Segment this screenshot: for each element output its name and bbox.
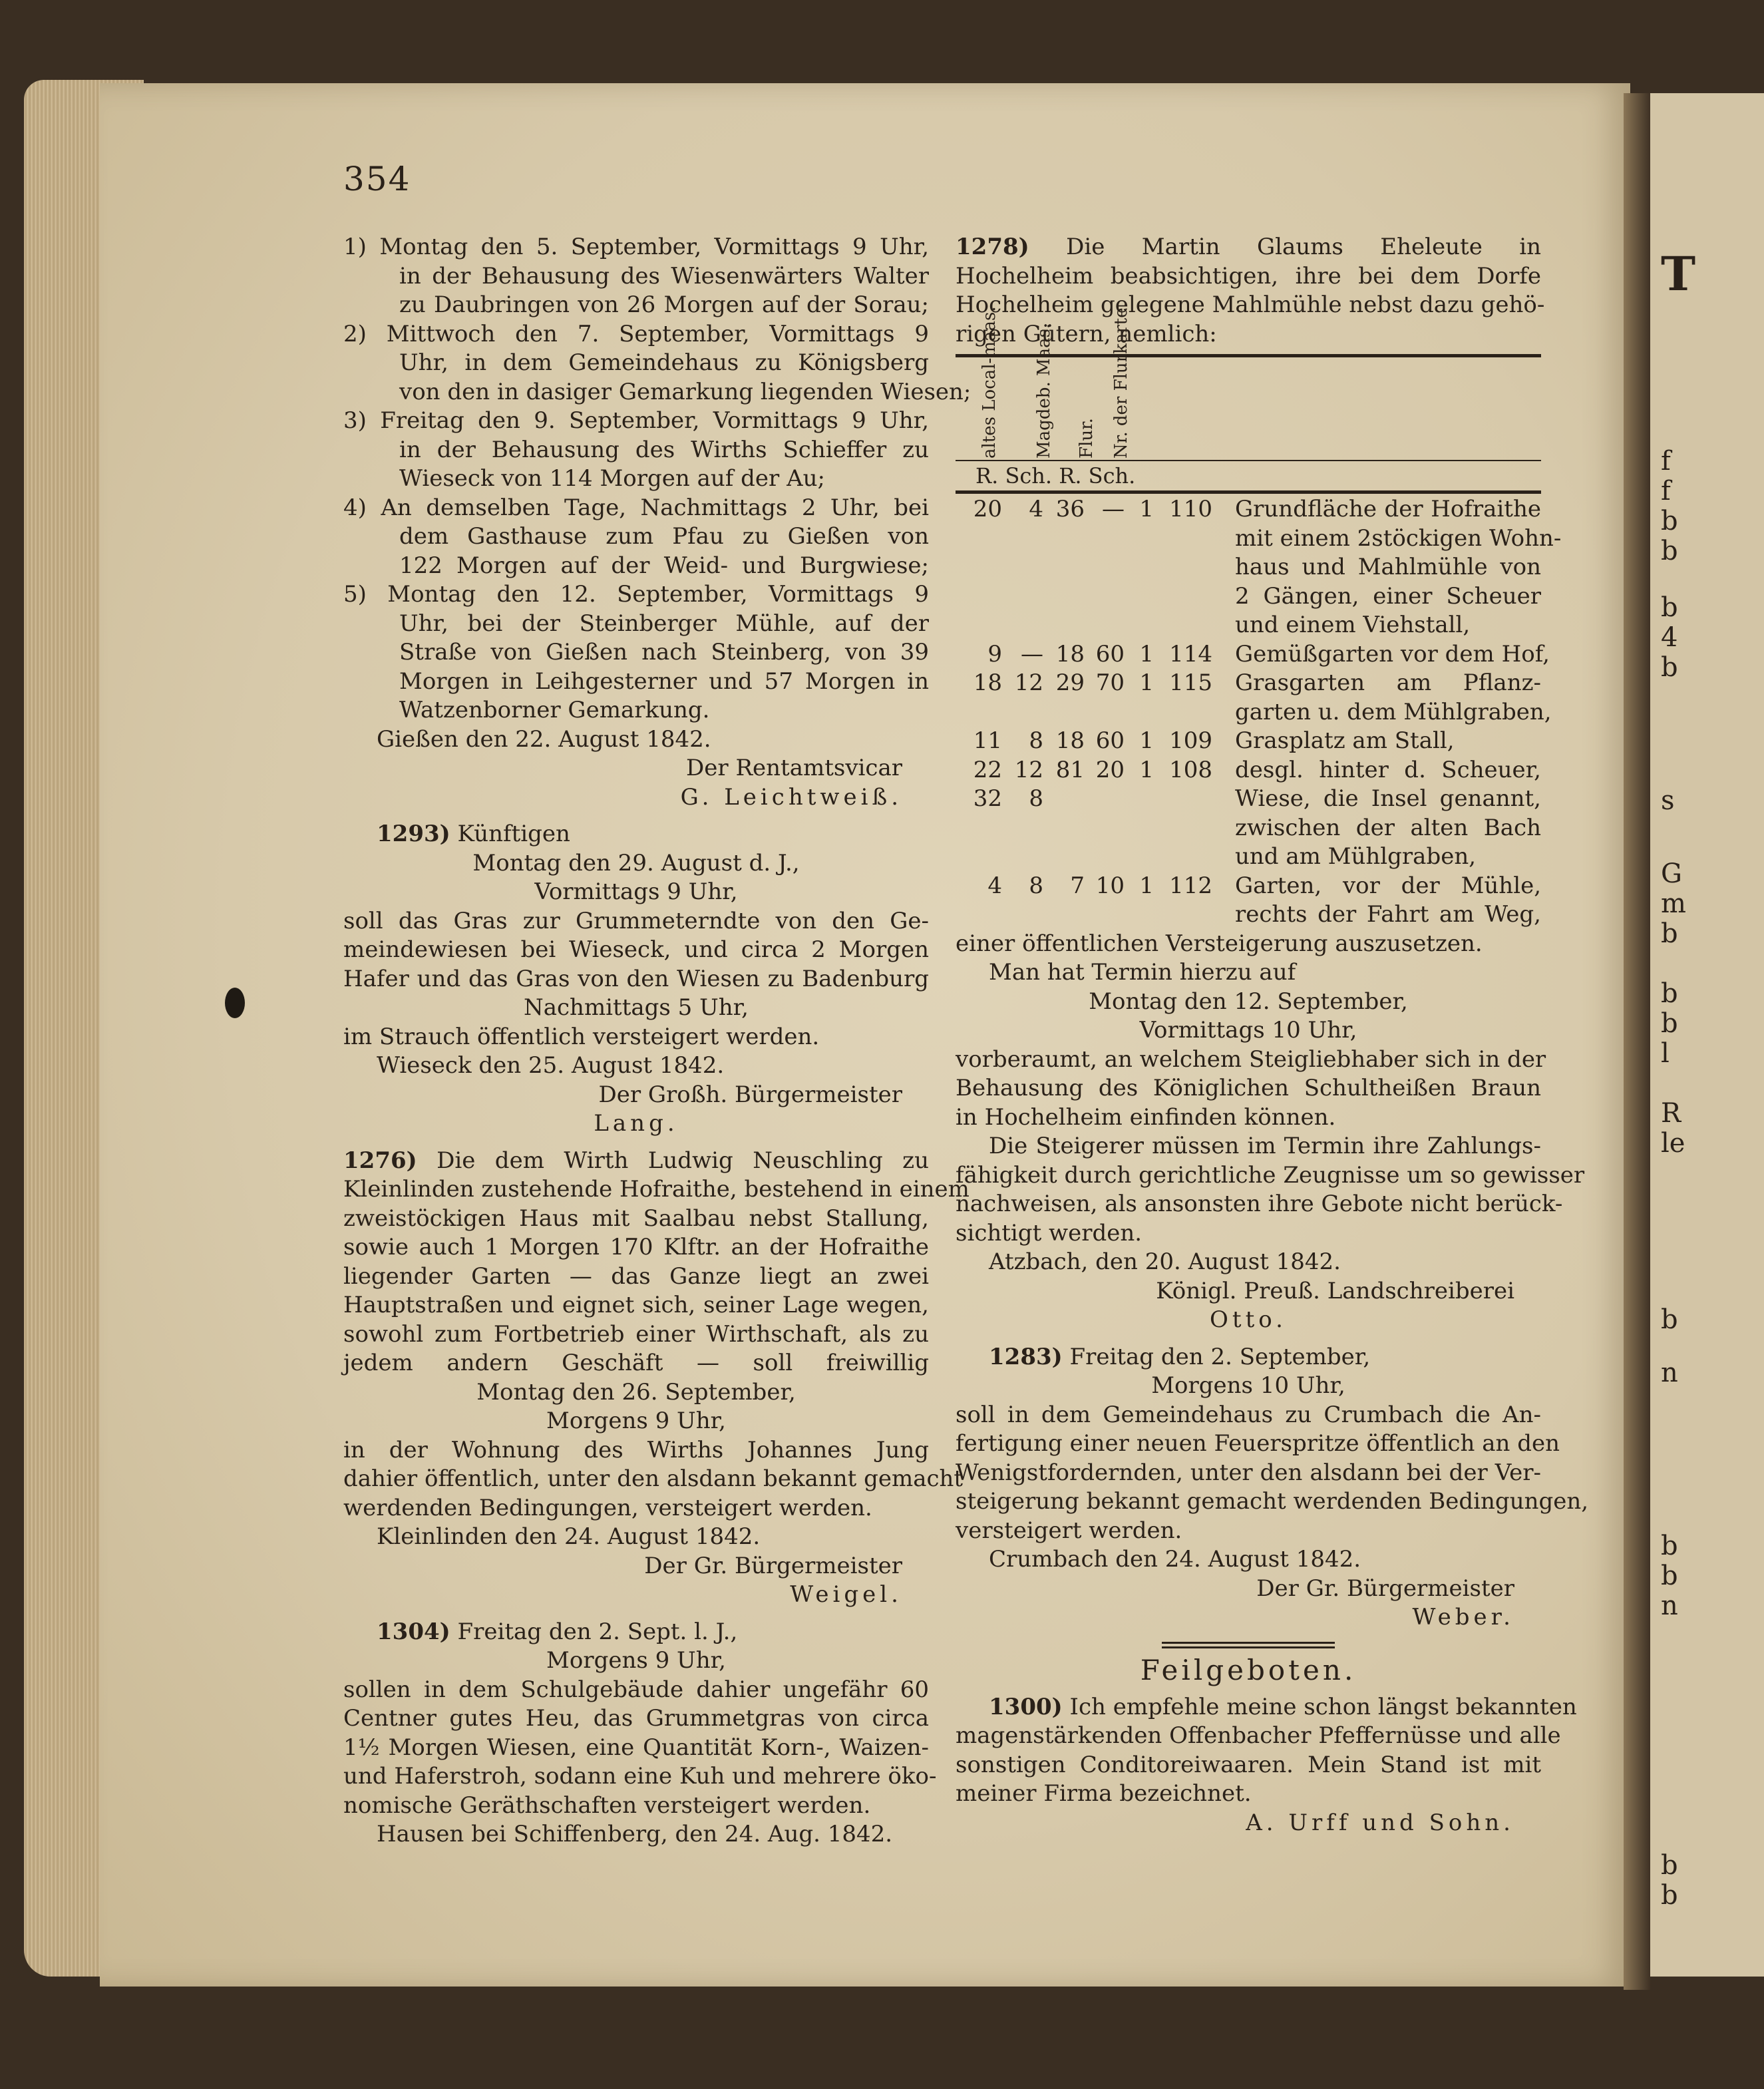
text-line: magenstärkenden Offenbacher Pfeffernüsse und alle [956,1722,1561,1749]
table-row [956,756,1541,785]
next-page-fragment: f [1661,446,1671,476]
table-cell: 4 [987,872,1002,899]
text-line: versteigert werden. [956,1517,1182,1544]
next-page-fragment: b [1661,918,1678,949]
table-cell: 7 [1070,872,1085,899]
table-cell: 18 [973,669,1002,696]
table-row [956,495,1541,524]
date-place: Kleinlinden den 24. August 1842. [377,1523,761,1550]
table-cell: 20 [1095,756,1125,783]
table-cell: 1 [1139,756,1154,783]
text-line: Hochelheim beabsichtigen, ihre bei dem Dorfe [956,262,1541,289]
text-line: meindewiesen bei Wieseck, und circa 2 Morgen [343,936,929,963]
table-row [956,727,1541,756]
next-page-fragment: G [1661,858,1682,889]
table-row [956,611,1541,640]
date-place: Wieseck den 25. August 1842. [377,1052,725,1079]
next-page-fragment: b [1661,1880,1678,1911]
table-cell: 29 [1055,669,1085,696]
table-row [956,524,1562,554]
text-line: im Strauch öffentlich versteigert werden. [343,1023,820,1050]
notice-date: Montag den 26. September, [476,1378,796,1406]
notice-number: 1283) [989,1343,1063,1370]
text-line: Die dem Wirth Ludwig Neuschling zu [437,1147,929,1174]
table-cell: — [1102,496,1125,522]
text-line: Hafer und das Gras von den Wiesen zu Badenburg [343,965,929,992]
table-cell: 18 [1055,727,1085,754]
text-line: 2) Mittwoch den 7. September, Vormittags 9 [343,320,929,347]
next-page-fragment: f [1661,476,1671,506]
text-line: Centner gutes Heu, das Grummetgras von circa [343,1705,929,1732]
table-description: rechts der Fahrt am Weg, [1235,901,1541,928]
signature-title: Der Großh. Bürgermeister [598,1081,902,1108]
table-cell: 8 [1029,727,1043,754]
next-page-fragment: b [1661,1561,1678,1591]
text-line: Freitag den 2. September, [1069,1343,1371,1370]
next-page-edge [1650,93,1764,1977]
notice-number: 1300) [989,1693,1063,1720]
text-line: Künftigen [457,821,570,847]
table-description: desgl. hinter d. Scheuer, [1235,756,1541,783]
text-line: von den in dasiger Gemarkung liegenden Wiesen; [399,378,971,405]
table-cell: 1 [1139,872,1154,899]
next-page-fragment: b [1661,592,1678,623]
notice-1278 [956,233,1585,1335]
table-cell: — [1021,640,1043,667]
signature-name: Weigel. [790,1581,902,1608]
next-page-fragment: R [1661,1098,1681,1129]
next-page-fragment: b [1661,1850,1678,1881]
table-description: haus und Mahlmühle von [1235,554,1541,580]
table-cell: 10 [1095,872,1125,899]
table-cell: 12 [1014,669,1043,696]
table-description: Wiese, die Insel genannt, [1235,785,1541,812]
notice-number: 1293) [377,821,450,847]
notice-date: Montag den 29. August d. J., [472,849,800,876]
text-line: dem Gasthause zum Pfau zu Gießen von [399,523,929,550]
right-column [956,233,1589,1845]
notice-time: Morgens 9 Uhr, [546,1408,726,1434]
text-line: 3) Freitag den 9. September, Vormittags 9 Uhr, [343,407,929,434]
table-cell: 112 [1169,872,1212,899]
text-line: Straße von Gießen nach Steinberg, von 39 [399,639,929,665]
table-row [956,553,1541,582]
signature-title: Der Rentamtsvicar [686,755,902,781]
table-cell: 12 [1014,756,1043,783]
column-header: Flur. [1077,418,1097,459]
text-line: sollen in dem Schulgebäude dahier ungefähr 60 [343,1676,929,1703]
table-description: Grasgarten am Pflanz- [1235,669,1541,696]
page-number: 354 [343,160,411,198]
next-page-fragment: 4 [1661,622,1678,653]
next-page-fragment: b [1661,1531,1678,1561]
next-page-fragment: T [1661,246,1696,301]
date-place: Atzbach, den 20. August 1842. [989,1248,1341,1275]
text-line: meiner Firma bezeichnet. [956,1780,1252,1807]
text-line: sowie auch 1 Morgen 170 Klftr. an der Hofraithe [343,1234,929,1260]
text-line: einer öffentlichen Versteigerung auszusetzen. [956,930,1483,957]
table-cell: 108 [1169,756,1212,783]
table-row [956,785,1541,814]
text-line: dahier öffentlich, unter den alsdann bekannt gemacht [343,1465,964,1492]
notice-1283 [956,1343,1589,1632]
text-line: Uhr, in dem Gemeindehaus zu Königsberg [399,349,929,376]
table-cell: 8 [1029,872,1043,899]
next-page-fragment: le [1661,1128,1685,1159]
table-cell: 60 [1095,727,1125,754]
table-description: und einem Viehstall, [1235,612,1471,638]
text-line: soll das Gras zur Grummeterndte von den Ge- [343,907,929,934]
signature-name: G. Leichtweiß. [680,783,902,811]
table-description: Grundfläche der Hofraithe [1235,496,1541,522]
notice-time: Morgens 10 Uhr, [1151,1372,1345,1399]
text-line: 5) Montag den 12. September, Vormittags 9 [343,581,929,608]
date-place: Crumbach den 24. August 1842. [989,1546,1361,1573]
date-place: Gießen den 22. August 1842. [377,725,711,753]
table-row [956,843,1541,872]
table-cell: 1 [1139,669,1154,696]
text-line: fertigung einer neuen Feuerspritze öffentlich an den [956,1430,1560,1457]
next-page-fragment: s [1661,785,1675,816]
text-line: in Hochelheim einfinden können. [956,1103,1336,1131]
notice-time: Vormittags 10 Uhr, [1139,1017,1357,1044]
table-row [956,640,1550,669]
section-heading: Feilgeboten. [1140,1653,1357,1686]
notice-1293 [343,820,929,1139]
next-page-fragment: l [1661,1038,1670,1069]
text-line: rigen Gütern, nemlich: [956,320,1217,347]
column-header: Nr. der Flurkarte. [1111,302,1131,459]
text-line: werdenden Bedingungen, versteigert werden. [343,1494,872,1521]
signature-title: Der Gr. Bürgermeister [1256,1575,1514,1602]
next-page-fragment: b [1661,1304,1678,1335]
table-cell: 9 [987,640,1002,667]
table-cell: 11 [973,727,1002,754]
section-divider [1162,1642,1335,1648]
next-page-fragment: b [1661,1008,1678,1039]
text-line: soll in dem Gemeindehaus zu Crumbach die An- [956,1401,1541,1428]
notice-date: Montag den 12. September, [1089,988,1408,1015]
table-cell: 20 [973,496,1002,522]
table-cell: 60 [1095,640,1125,667]
book-gutter [1624,93,1650,1990]
signature-name: Otto. [1210,1306,1287,1333]
table-description: Gemüßgarten vor dem Hof, [1235,640,1550,667]
text-line: liegender Garten — das Ganze liegt an zwei [343,1262,929,1290]
table-cell: 81 [1055,756,1085,783]
text-line: Wenigstfordernden, unter den alsdann bei der Ver- [956,1459,1541,1486]
text-line: jedem andern Geschäft — soll freiwillig [343,1350,929,1376]
text-line: 1½ Morgen Wiesen, eine Quantität Korn-, Waizen- [343,1734,929,1761]
text-line: vorberaumt, an welchem Steigliebhaber sich in der [956,1045,1546,1073]
signature-name: Weber. [1412,1604,1514,1630]
table-description: und am Mühlgraben, [1235,843,1477,870]
text-line: Behausung des Königlichen Schultheißen Braun [956,1075,1541,1101]
text-line: zu Daubringen von 26 Morgen auf der Sorau; [399,291,929,318]
table-description: Garten, vor der Mühle, [1235,872,1541,899]
table-description: zwischen der alten Bach [1235,814,1541,841]
text-line: Die Martin Glaums Eheleute in [1066,234,1541,260]
text-line: in der Behausung des Wiesenwärters Walter [399,262,929,289]
next-page-fragment: n [1661,1358,1678,1388]
table-cell: 22 [973,756,1002,783]
signature-title: Königl. Preuß. Landschreiberei [1156,1277,1514,1304]
table-cell: 110 [1169,496,1212,522]
text-line: und Haferstroh, sodann eine Kuh und mehrere öko- [343,1763,937,1790]
next-page-fragment: b [1661,652,1678,683]
text-line: nomische Geräthschaften versteigert werden. [343,1792,871,1819]
text-line: 1) Montag den 5. September, Vormittags 9 Uhr, [343,234,929,260]
table-row [956,872,1541,901]
notice-1300 [956,1693,1577,1838]
text-line: sowohl zum Fortbetrieb einer Wirthschaft, als zu [343,1320,929,1348]
next-page-fragment: b [1661,978,1678,1009]
table-row [956,900,1541,930]
schedule-entry [343,233,971,812]
table-description: garten u. dem Mühlgraben, [1235,698,1552,725]
text-line: 122 Morgen auf der Weid- und Burgwiese; [399,552,929,579]
table-cell: 1 [1139,496,1154,522]
signature-title: Der Gr. Bürgermeister [644,1552,902,1579]
table-cell: 36 [1055,496,1085,522]
table-rule [956,460,1541,461]
notice-1304 [343,1618,937,1849]
next-page-fragment: n [1661,1591,1678,1621]
table-cell: 114 [1169,640,1212,667]
table-row [956,669,1541,698]
table-row [956,698,1552,727]
text-line: sonstigen Conditoreiwaaren. Mein Stand ist mit [956,1751,1541,1778]
notice-number: 1304) [377,1618,450,1645]
notice-time: Vormittags 9 Uhr, [534,878,738,905]
next-page-fragment: m [1661,888,1686,919]
text-line: Morgen in Leihgesterner und 57 Morgen in [399,667,929,695]
table-description: mit einem 2stöckigen Wohn- [1235,524,1562,552]
text-line: in der Behausung des Wirths Schieffer zu [399,436,929,463]
text-line: Uhr, bei der Steinberger Mühle, auf der [399,610,929,637]
text-line: 4) An demselben Tage, Nachmittags 2 Uhr, bei [343,494,929,521]
text-line: sichtigt werden. [956,1219,1143,1246]
table-cell: 109 [1169,727,1212,754]
text-line: steigerung bekannt gemacht werdenden Bedingungen, [956,1488,1589,1515]
table-row [956,814,1541,843]
next-page-fragment: b [1661,506,1678,536]
table-cell: 70 [1095,669,1125,696]
table-description: 2 Gängen, einer Scheuer [1235,582,1541,610]
notice-number: 1276) [343,1147,417,1174]
column-header: Magdeb. Maas. [1034,323,1054,459]
table-cell: 32 [973,785,1002,812]
text-line: Hochelheim gelegene Mahlmühle nebst dazu gehö- [956,291,1545,318]
text-line: Die Steigerer müssen im Termin ihre Zahlungs- [989,1133,1541,1159]
notice-1276 [343,1147,970,1610]
table-units: R. Sch. R. Sch. [975,463,1136,488]
table-row [956,582,1541,612]
date-place: Hausen bei Schiffenberg, den 24. Aug. 1842. [377,1821,893,1847]
text-line: Hauptstraßen und eignet sich, seiner Lage wegen, [343,1292,929,1318]
table-cell: 1 [1139,727,1154,754]
text-line: nachweisen, als ansonsten ihre Gebote nicht berück- [956,1191,1563,1217]
table-cell: 115 [1169,669,1212,696]
notice-time: Morgens 9 Uhr, [546,1647,726,1674]
text-line: zweistöckigen Haus mit Saalbau nebst Stallung, [343,1205,929,1232]
ink-spot [225,988,245,1018]
notice-time: Nachmittags 5 Uhr, [523,994,749,1021]
text-line: Man hat Termin hierzu auf [989,959,1296,986]
table-description: Grasplatz am Stall, [1235,727,1455,754]
table-cell: 1 [1139,640,1154,667]
signature-name: Lang. [594,1110,679,1137]
text-line: fähigkeit durch gerichtliche Zeugnisse um so gewisser [956,1161,1585,1189]
table-cell: 18 [1055,640,1085,667]
text-line: in der Wohnung des Wirths Johannes Jung [343,1436,929,1463]
table-rule [956,490,1541,494]
table-cell: 4 [1029,496,1043,522]
left-column [343,233,971,1857]
notice-number: 1278) [956,234,1029,260]
next-page-fragment: b [1661,536,1678,566]
signature-name: A. Urff und Sohn. [1246,1809,1514,1836]
text-line: Watzenborner Gemarkung. [399,697,710,723]
table-cell: 8 [1029,785,1043,812]
text-line: Wieseck von 114 Morgen auf der Au; [399,465,825,492]
column-header: altes Local-maas. [979,306,999,459]
text-line: Freitag den 2. Sept. l. J., [457,1618,738,1645]
text-line: Ich empfehle meine schon längst bekannten [1069,1693,1577,1720]
text-line: Kleinlinden zustehende Hofraithe, bestehend in einem [343,1176,970,1203]
